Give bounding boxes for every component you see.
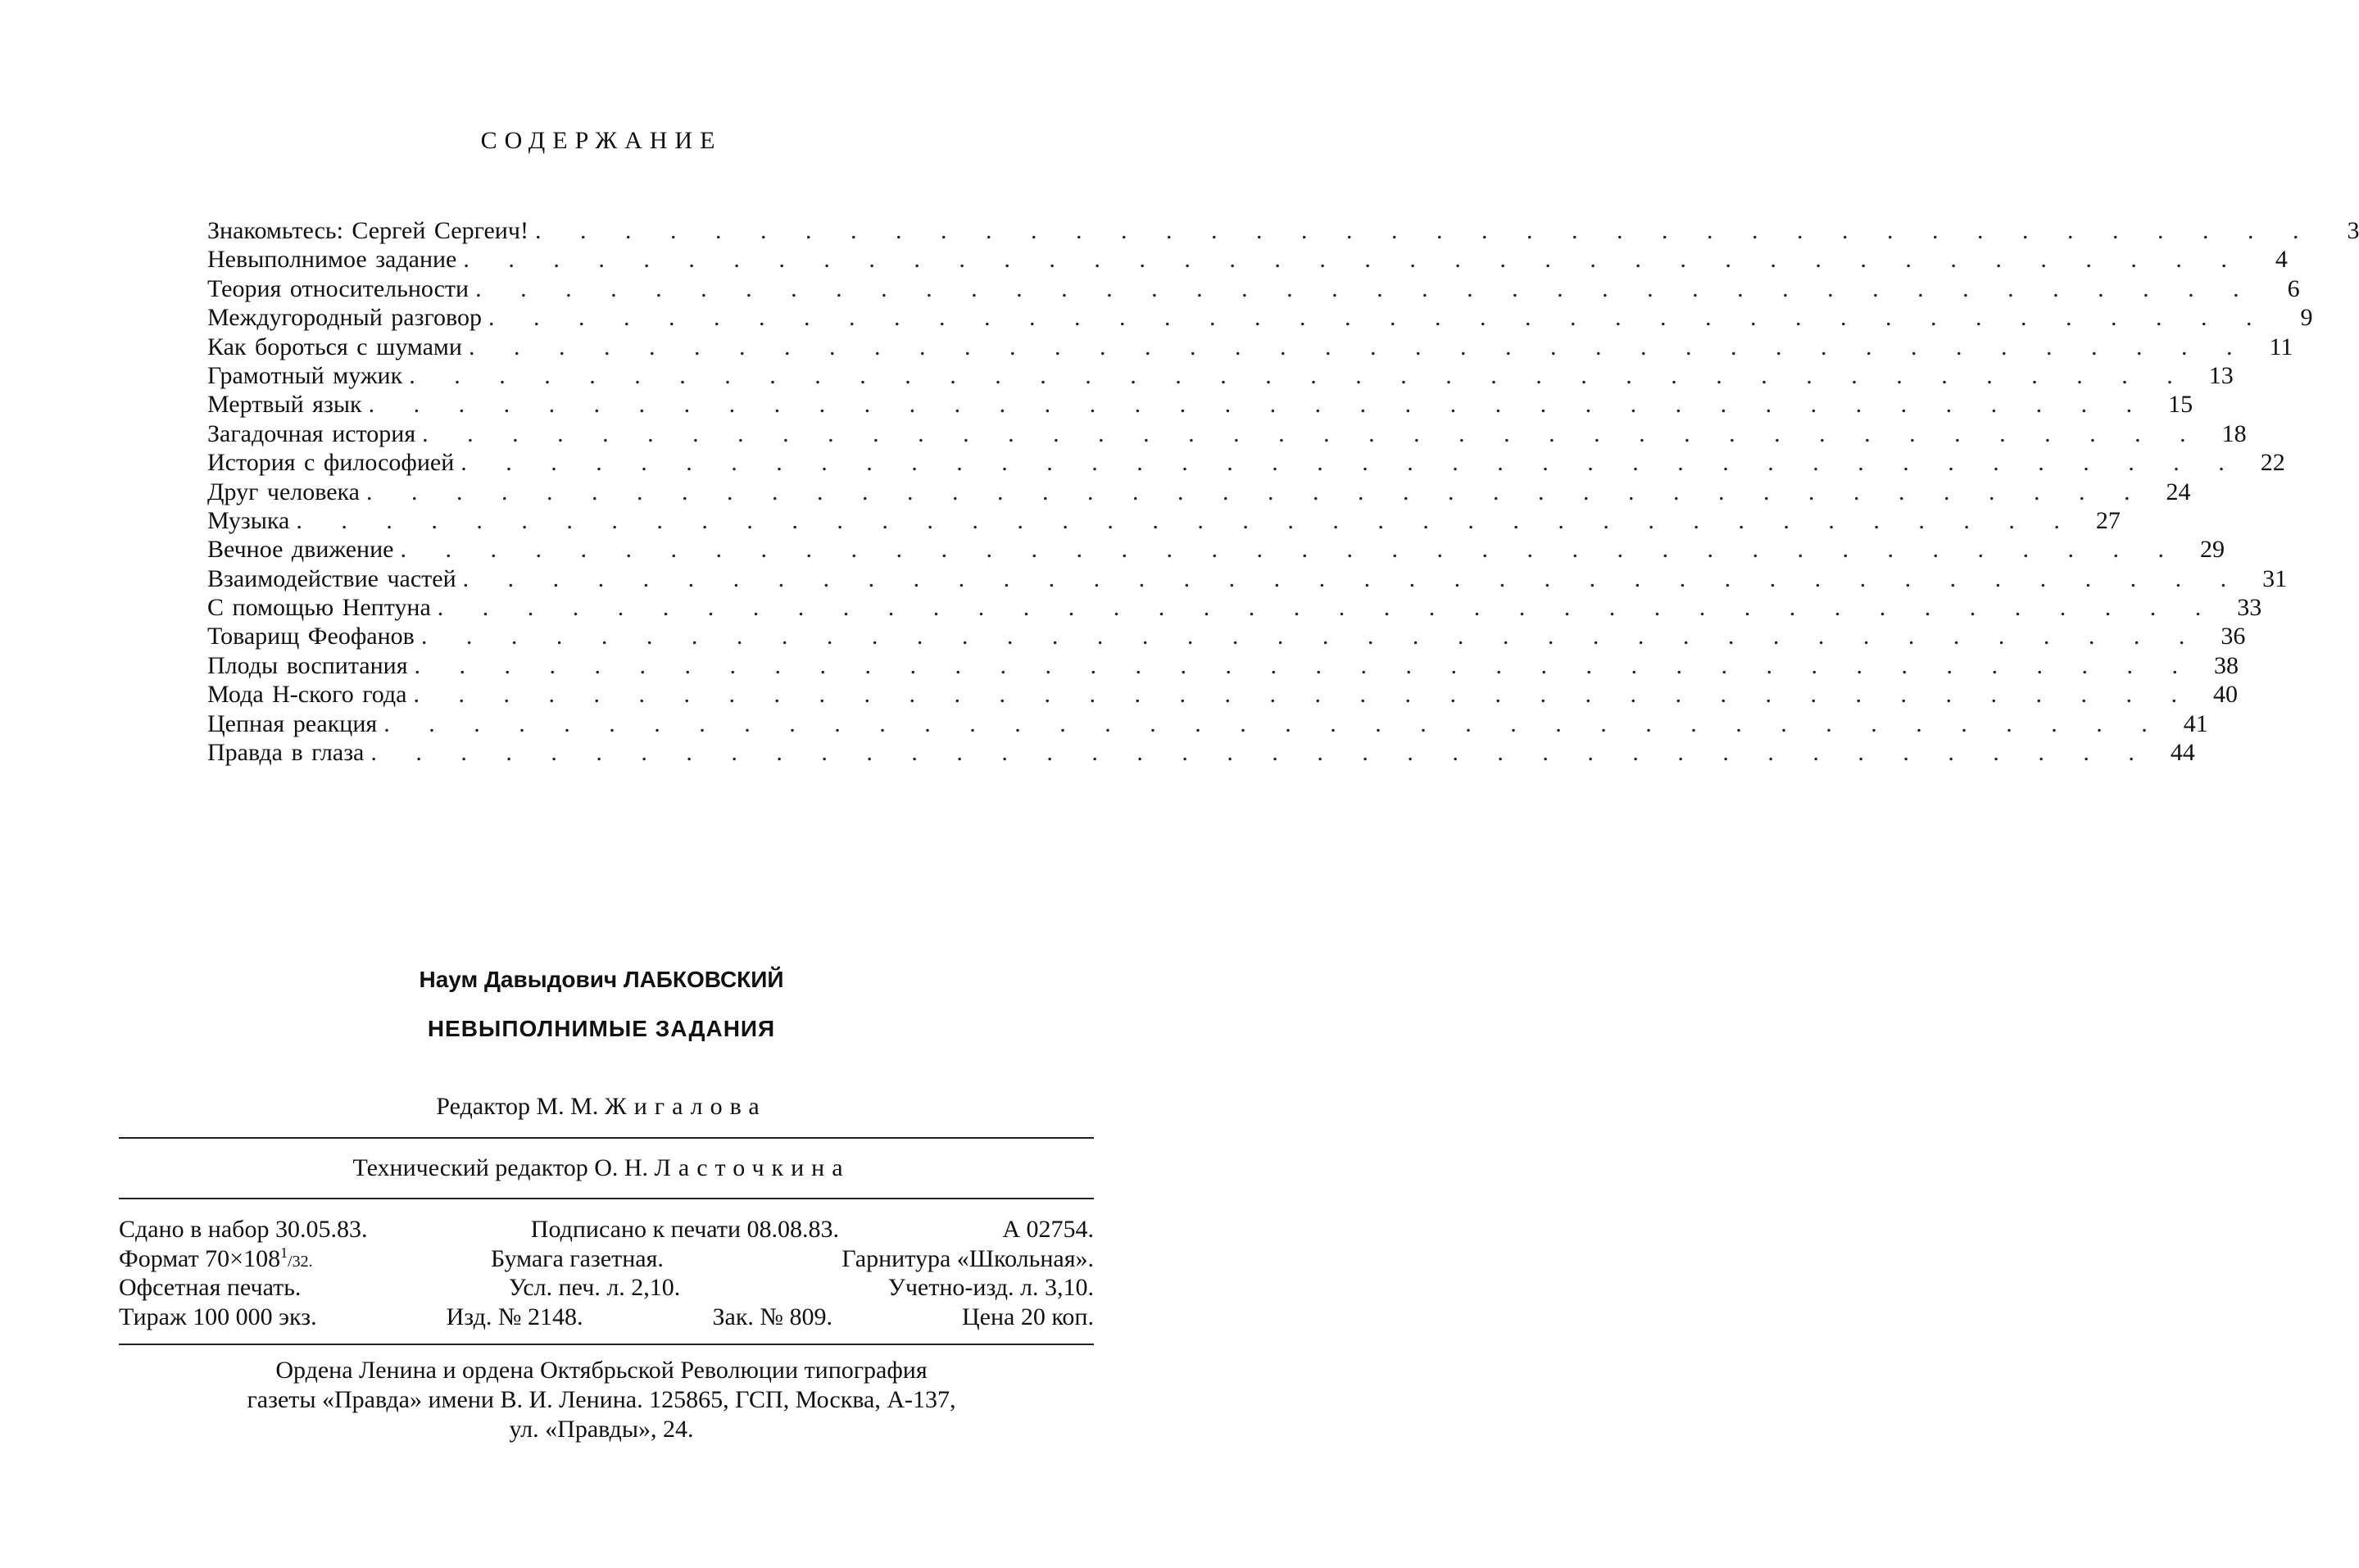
toc-entry [207,274,2300,303]
toc-entry-page: 18 [2221,419,2247,447]
printer-line: ул. «Правды», 24. [509,1416,694,1443]
spec-print-type: Офсетная печать. [119,1274,302,1301]
spec-font: Гарнитура «Школьная». [842,1244,1094,1272]
toc-entry-page: 33 [2237,594,2262,622]
spec-row [119,1215,1094,1244]
spec-price: Цена 20 коп. [962,1303,1094,1330]
toc-entry [207,303,2313,332]
book-title: НЕВЫПОЛНИМЫЕ ЗАДАНИЯ [427,1016,776,1041]
toc-dot-leader: . . . . . . . . . . . . . . . . . . . . . . . . . . . . . . . . . . . . . . . . [400,536,2180,564]
spec-paper: Бумага газетная. [491,1244,664,1272]
editor-surname: Жигалова [604,1093,767,1120]
spec-signed: Подписано к печати 08.08.83. [530,1216,839,1243]
toc-entry-title: Мертвый язык [207,391,362,419]
toc-entry-title: Знакомьтесь: Сергей Сергеич! [207,217,529,244]
toc-entry-page: 44 [2170,739,2195,767]
spec-format-sub: /32. [288,1252,313,1271]
toc-dot-leader: . . . . . . . . . . . . . . . . . . . . . . . . . . . . . . . . . . . . . . . . [370,739,2151,767]
toc-entry [207,419,2247,448]
toc-entry [207,216,2359,245]
editor-credit [0,1093,1203,1121]
printer-info [0,1356,1203,1444]
toc-entry-page: 9 [2300,304,2313,332]
toc-entry [207,361,2234,390]
contents-heading: СОДЕРЖАНИЕ [480,127,723,154]
printer-line: газеты «Правда» имени В. И. Ленина. 125865, ГСП, Москва, А-137, [247,1386,956,1413]
toc-dot-leader: . . . . . . . . . . . . . . . . . . . . . . . . . . . . . . . . . . . . . . . . [383,709,2164,737]
toc-entry-title: Взаимодействие частей [207,564,456,592]
toc-dot-leader: . . . . . . . . . . . . . . . . . . . . . . . . . . . . . . . . . . . . . . . . [462,564,2243,592]
print-specs [119,1215,1094,1331]
toc-entry-page: 11 [2269,333,2293,360]
toc-entry [207,448,2285,477]
toc-entry [207,506,2121,535]
toc-entry [207,651,2239,680]
toc-entry-page: 36 [2221,623,2246,650]
toc-entry-title: Грамотный мужик [207,361,403,389]
toc-entry-title: Товарищ Феофанов [207,623,415,650]
toc-dot-leader: . . . . . . . . . . . . . . . . . . . . . . . . . . . . . . . . . . . . . . . . [366,478,2147,505]
toc-dot-leader: . . . . . . . . . . . . . . . . . . . . . . . . . . . . . . . . . . . . . . . . [463,246,2243,274]
toc-dot-leader: . . . . . . . . . . . . . . . . . . . . . . . . . . . . . . . . . . . . . . . . [475,274,2256,302]
spec-format-prefix: Формат 70×108 [119,1244,281,1272]
toc-entry [207,478,2191,506]
toc-entry-title: Музыка [207,506,290,534]
toc-entry-title: Теория относительности [207,274,470,302]
toc-entry-title: Правда в глаза [207,739,365,767]
spec-run: Тираж 100 000 экз. [119,1303,317,1330]
toc-entry-page: 29 [2199,536,2225,564]
toc-entry-page: 40 [2213,681,2238,709]
toc-entry-title: Плоды воспитания [207,651,408,679]
toc-dot-leader: . . . . . . . . . . . . . . . . . . . . . . . . . . . . . . . . . . . . . . . . [409,361,2189,389]
toc-entry-page: 41 [2183,709,2208,737]
tech-editor-credit [0,1154,1203,1182]
spec-format-sup: 1 [280,1244,288,1261]
toc-entry-page: 4 [2275,246,2288,274]
toc-entry [207,593,2262,622]
toc-entry-title: Вечное движение [207,536,394,564]
toc-dot-leader: . . . . . . . . . . . . . . . . . . . . . . . . . . . . . . . . . . . . . . . . [413,681,2193,709]
toc-entry-title: Невыполнимое задание [207,246,457,274]
divider-rule [119,1344,1094,1345]
editor-label: Редактор М. М. [436,1093,599,1120]
spec-row [119,1273,1094,1303]
divider-rule [119,1198,1094,1199]
toc-dot-leader: . . . . . . . . . . . . . . . . . . . . . . . . . . . . . . . . . . . . . . . . [414,651,2195,679]
author-name: Наум Давыдович ЛАБКОВСКИЙ [419,967,784,992]
toc-dot-leader: . . . . . . . . . . . . . . . . . . . . . . . . . . . . . . . . . . . . . . . . [368,391,2149,419]
toc-entry-page: 27 [2095,506,2121,534]
toc-entry-title: Мода Н-ского года [207,681,407,709]
toc-entry [207,622,2246,650]
spec-publisher-sheets: Учетно-изд. л. 3,10. [887,1274,1094,1301]
spec-edition-number: Изд. № 2148. [446,1303,583,1330]
toc-entry [207,738,2195,767]
toc-entry-page: 24 [2166,478,2191,505]
spec-print-sheets: Усл. печ. л. 2,10. [508,1274,681,1301]
divider-rule [119,1137,1094,1139]
spec-code: А 02754. [1002,1216,1094,1243]
toc-entry [207,709,2208,738]
toc-dot-leader: . . . . . . . . . . . . . . . . . . . . . . . . . . . . . . . . . . . . . . . . [420,623,2202,650]
toc-entry-page: 15 [2168,391,2193,419]
toc-entry [207,245,2288,274]
toc-entry-title: Друг человека [207,478,360,505]
toc-entry-title: Как бороться с шумами [207,333,462,360]
table-of-contents [207,216,2359,767]
tech-editor-surname: Ласточкина [654,1154,851,1181]
toc-entry-page: 13 [2208,361,2234,389]
spec-order-number: Зак. № 809. [712,1303,833,1330]
toc-entry-title: С помощью Нептуна [207,594,431,622]
spec-row [119,1244,1094,1274]
toc-entry-page: 6 [2287,274,2300,302]
spec-submitted: Сдано в набор 30.05.83. [119,1216,368,1243]
toc-entry-page: 3 [2347,217,2359,244]
toc-entry-page: 31 [2262,564,2288,592]
toc-dot-leader: . . . . . . . . . . . . . . . . . . . . . . . . . . . . . . . . . . . . . . . . [488,304,2269,332]
toc-entry [207,564,2288,593]
tech-editor-label: Технический редактор О. Н. [352,1154,649,1181]
toc-dot-leader: . . . . . . . . . . . . . . . . . . . . . . . . . . . . . . . . . . . . . . . . [422,419,2202,447]
toc-entry [207,333,2293,361]
printer-line: Ордена Ленина и ордена Октябрьской Революции типография [275,1357,928,1384]
toc-entry [207,680,2238,709]
toc-entry-title: Цепная реакция [207,709,378,737]
spec-row [119,1303,1094,1332]
toc-entry-title: Загадочная история [207,419,416,447]
toc-entry-title: История с философией [207,449,455,477]
toc-dot-leader: . . . . . . . . . . . . . . . . . . . . . . . . . . . . . . . . . . . . . . . . [437,594,2218,622]
toc-entry [207,535,2225,564]
toc-entry [207,390,2193,419]
toc-entry-page: 38 [2214,651,2239,679]
toc-entry-title: Междугородный разговор [207,304,482,332]
toc-entry-page: 22 [2260,449,2285,477]
toc-dot-leader: . . . . . . . . . . . . . . . . . . . . . . . . . . . . . . . . . . . . . . . . [534,217,2316,244]
toc-dot-leader: . . . . . . . . . . . . . . . . . . . . . . . . . . . . . . . . . . . . . . . . [460,449,2241,477]
toc-dot-leader: . . . . . . . . . . . . . . . . . . . . . . . . . . . . . . . . . . . . . . . . [296,506,2076,534]
spec-format [119,1244,313,1274]
toc-dot-leader: . . . . . . . . . . . . . . . . . . . . . . . . . . . . . . . . . . . . . . . . [468,333,2249,360]
